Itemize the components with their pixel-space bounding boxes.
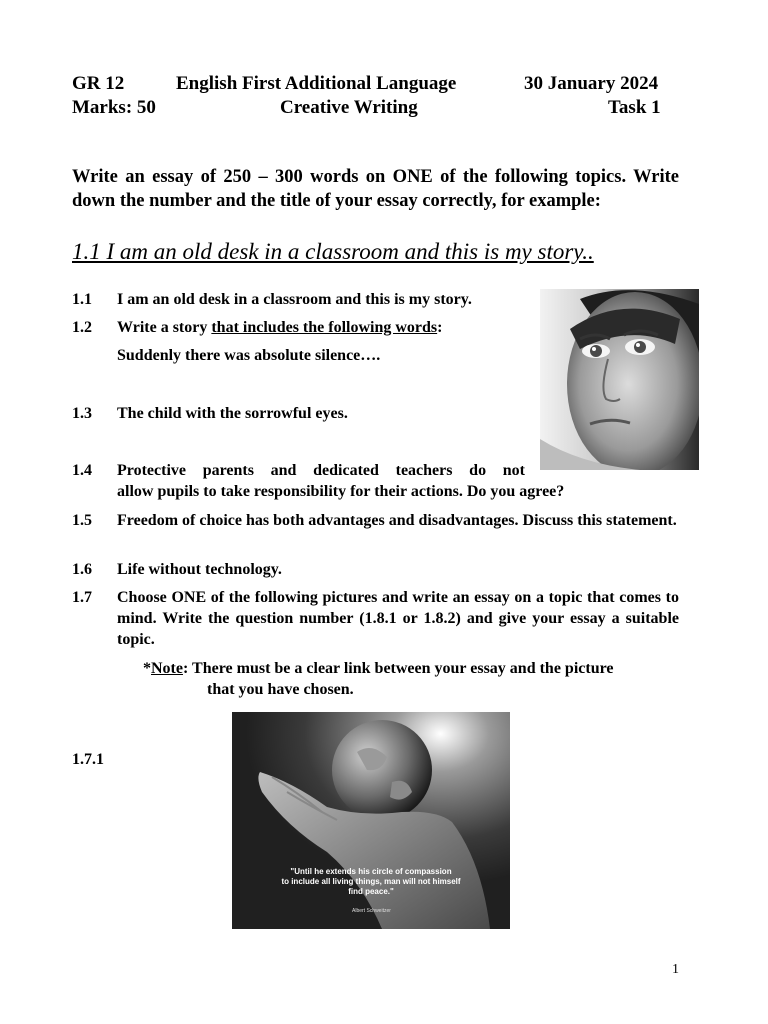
hand-globe-picture [232,712,510,929]
question-text: Choose ONE of the following pictures and write an essay on a topic that comes to mind. Write the question number (1.8.1 or 1.8.2) and give your essay a suitable topic. [117,589,679,648]
note-text: : There must be a clear link between your essay and the picture [182,660,614,677]
question-1-1 [72,289,542,311]
question-text: The child with the sorrowful eyes. [117,405,348,422]
quote-line-3: find peace." [348,887,394,896]
question-1-2-prompt: Suddenly there was absolute silence…. [117,347,381,364]
question-number: 1.7 [72,589,92,606]
question-1-3 [72,403,542,425]
grade-label: GR 12 [72,73,125,94]
question-1-7 [72,587,679,651]
task-label: Task 1 [608,97,661,118]
subject-label: English First Additional Language [176,73,457,94]
instructions: Write an essay of 250 – 300 words on ONE of the following topics. Write down the number and the title of your essay correctly, for example: [72,167,679,211]
question-text-line-1: Protective parents and dedicated teachers do not [117,462,525,479]
question-text-underlined: that includes the following words [211,319,438,336]
question-number: 1.3 [72,405,92,422]
question-text: Life without technology. [117,561,282,578]
note-line-2: that you have chosen. [207,681,354,698]
child-photo [540,289,699,470]
note-star: * [143,660,151,677]
quote-line-2: to include all living things, man will not himself [281,877,461,886]
question-1-6 [72,559,679,581]
question-text [117,317,442,338]
marks-label: Marks: 50 [72,97,156,118]
question-1-5 [72,510,679,554]
quote-line-1: "Until he extends his circle of compassion [290,867,452,876]
question-number: 1.6 [72,561,92,578]
question-1-2 [72,317,542,339]
question-text: I am an old desk in a classroom and this is my story. [117,291,472,308]
question-text: Freedom of choice has both advantages and disadvantages. Discuss this statement. [117,512,677,529]
question-1-7-1-number: 1.7.1 [72,751,104,768]
type-label: Creative Writing [280,97,418,118]
note-label: Note [151,660,183,677]
note-line-1 [143,658,614,679]
date-label: 30 January 2024 [524,73,659,94]
question-text-part: Write a story [117,319,212,336]
question-number: 1.5 [72,512,92,529]
question-number: 1.2 [72,319,92,336]
quote-author: Albert Schweitzer [352,908,391,914]
picture-quote [232,867,510,897]
question-number: 1.4 [72,462,92,479]
question-number: 1.1 [72,291,92,308]
example-title: 1.1 I am an old desk in a classroom and this is my story.. [72,239,594,264]
question-text-line-2: allow pupils to take responsibility for their actions. Do you agree? [117,483,565,500]
question-text-part: : [437,319,443,336]
page-number: 1 [672,962,679,977]
